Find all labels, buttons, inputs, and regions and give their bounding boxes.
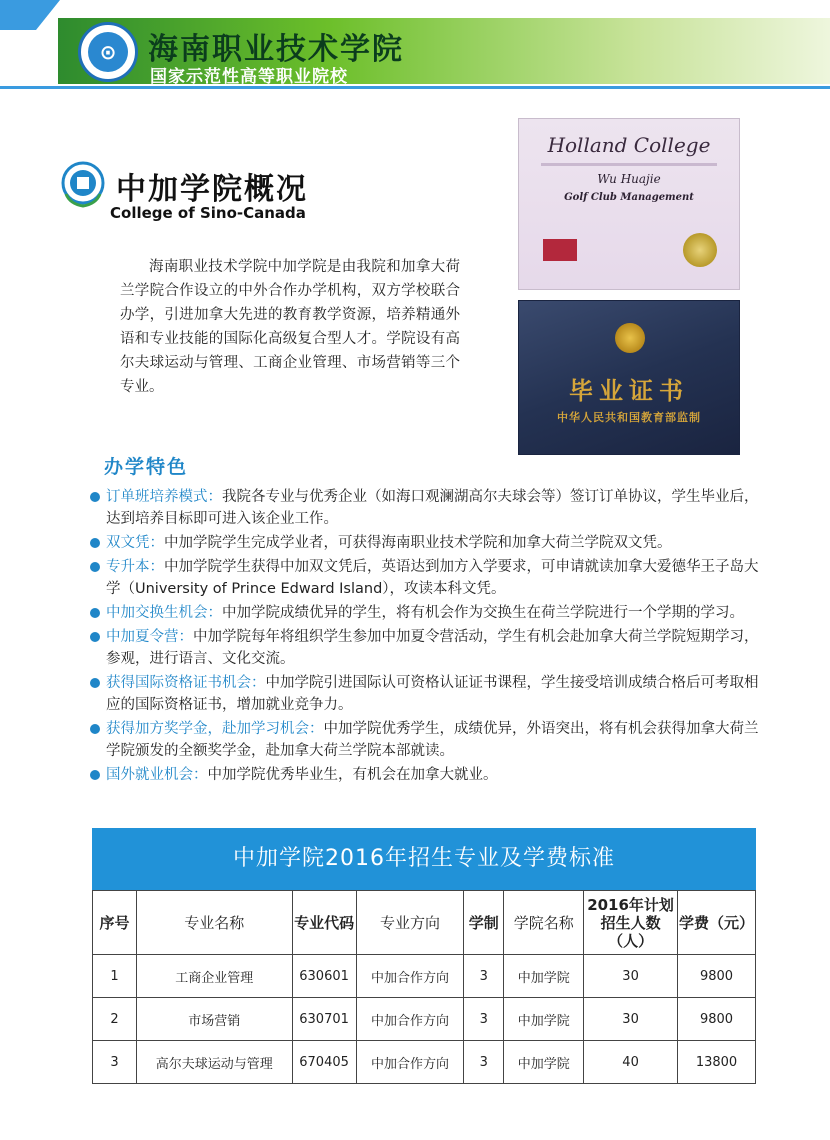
feature-label: 订单班培养模式：	[106, 489, 222, 505]
bullet-icon	[90, 632, 100, 642]
col-header: 学费（元）	[678, 891, 756, 955]
gold-seal-icon	[683, 233, 717, 267]
header-accent-stripe	[0, 0, 60, 30]
table-cell: 670405	[292, 1041, 356, 1084]
feature-text: 中加学院成绩优异的学生，将有机会作为交换生在荷兰学院进行一个学期的学习。	[222, 605, 744, 621]
feature-label: 双文凭：	[106, 535, 164, 551]
holland-logo-icon	[543, 239, 577, 261]
diploma-name: Wu Huajie	[597, 172, 661, 186]
feature-text: 中加学院每年将组织学生参加中加夏令营活动，学生有机会赴加拿大荷兰学院短期学习，参观，进行语言、文化交流。	[106, 629, 759, 667]
table-cell: 高尔夫球运动与管理	[136, 1041, 292, 1084]
col-header: 专业名称	[136, 891, 292, 955]
col-header: 专业方向	[356, 891, 464, 955]
page-title: 中加学院概况	[116, 172, 308, 207]
table-row	[93, 955, 756, 998]
feature-label: 获得加方奖学金，赴加学习机会：	[106, 721, 324, 737]
table-cell: 30	[584, 998, 678, 1041]
table-cell: 工商企业管理	[136, 955, 292, 998]
table-row	[93, 998, 756, 1041]
fee-table	[92, 890, 756, 1084]
diploma-photo	[518, 118, 740, 290]
page-title-english: College of Sino-Canada	[110, 204, 306, 222]
feature-text: 我院各专业与优秀企业（如海口观澜湖高尔夫球会等）签订订单协议，学生毕业后，达到培养目标即可进入该企业工作。	[106, 489, 759, 527]
table-cell: 1	[93, 955, 137, 998]
certificate-subtitle: 中华人民共和国教育部监制	[557, 411, 701, 424]
table-cell: 中加合作方向	[356, 998, 464, 1041]
table-cell: 9800	[678, 955, 756, 998]
bullet-icon	[90, 562, 100, 572]
diploma-divider	[541, 163, 717, 166]
diploma-title: Holland College	[547, 133, 711, 157]
school-name: 海南职业技术学院	[148, 32, 404, 67]
feature-text: 中加学院学生获得中加双文凭后，英语达到加方入学要求，可申请就读加拿大爱德华王子岛大学（University of Prince Edward Island），攻读本科文凭。	[106, 559, 759, 597]
bullet-icon	[90, 608, 100, 618]
feature-item	[88, 602, 768, 624]
feature-label: 中加交换生机会：	[106, 605, 222, 621]
intro-paragraph: 海南职业技术学院中加学院是由我院和加拿大荷兰学院合作设立的中外合作办学机构，双方学校联合办学，引进加拿大先进的教育教学资源，培养精通外语和专业技能的国际化高级复合型人才。学院设有高尔夫球运动与管理、工商企业管理、市场营销等三个专业。	[120, 259, 460, 395]
feature-text: 中加学院优秀毕业生，有机会在加拿大就业。	[207, 767, 498, 783]
diploma-course: Golf Club Management	[564, 192, 694, 203]
table-cell: 30	[584, 955, 678, 998]
table-cell: 中加学院	[504, 998, 584, 1041]
table-cell: 40	[584, 1041, 678, 1084]
bullet-icon	[90, 492, 100, 502]
feature-text: 中加学院优秀学生，成绩优异，外语突出，将有机会获得加拿大荷兰学院颁发的全额奖学金，赴加拿大荷兰学院本部就读。	[106, 721, 759, 759]
table-cell: 中加合作方向	[356, 1041, 464, 1084]
feature-item	[88, 718, 768, 762]
table-cell: 630701	[292, 998, 356, 1041]
school-subtitle: 国家示范性高等职业院校	[150, 67, 348, 87]
feature-label: 专升本：	[106, 559, 164, 575]
feature-item	[88, 672, 768, 716]
college-emblem-icon	[60, 160, 106, 210]
feature-text: 中加学院引进国际认可资格认证证书课程，学生接受培训成绩合格后可考取相应的国际资格证书，增加就业竞争力。	[106, 675, 759, 713]
table-cell: 中加合作方向	[356, 955, 464, 998]
certificate-photo	[518, 300, 740, 455]
table-header-row	[93, 891, 756, 955]
table-cell: 630601	[292, 955, 356, 998]
col-header: 序号	[93, 891, 137, 955]
table-cell: 3	[464, 955, 504, 998]
table-row	[93, 1041, 756, 1084]
features-list	[88, 486, 768, 788]
school-logo-icon: ⊙	[88, 32, 128, 72]
feature-item	[88, 764, 768, 786]
feature-item	[88, 556, 768, 600]
features-heading: 办学特色	[104, 456, 189, 478]
page-header	[0, 0, 830, 92]
col-header: 专业代码	[292, 891, 356, 955]
feature-item	[88, 532, 768, 554]
table-cell: 3	[464, 998, 504, 1041]
feature-item	[88, 486, 768, 530]
feature-text: 中加学院学生完成学业者，可获得海南职业技术学院和加拿大荷兰学院双文凭。	[164, 535, 672, 551]
table-cell: 2	[93, 998, 137, 1041]
feature-label: 中加夏令营：	[106, 629, 193, 645]
feature-item	[88, 626, 768, 670]
table-cell: 市场营销	[136, 998, 292, 1041]
col-header: 2016年计划招生人数（人）	[584, 891, 678, 955]
col-header: 学制	[464, 891, 504, 955]
bullet-icon	[90, 538, 100, 548]
col-header: 学院名称	[504, 891, 584, 955]
certificate-title: 毕业证书	[569, 377, 689, 405]
table-cell: 9800	[678, 998, 756, 1041]
national-emblem-icon	[615, 323, 645, 353]
enrollment-table	[92, 828, 756, 1084]
school-logo	[78, 22, 138, 82]
table-cell: 3	[464, 1041, 504, 1084]
bullet-icon	[90, 678, 100, 688]
bullet-icon	[90, 724, 100, 734]
table-caption: 中加学院2016年招生专业及学费标准	[92, 828, 756, 890]
table-cell: 3	[93, 1041, 137, 1084]
table-cell: 中加学院	[504, 1041, 584, 1084]
table-cell: 13800	[678, 1041, 756, 1084]
table-cell: 中加学院	[504, 955, 584, 998]
bullet-icon	[90, 770, 100, 780]
feature-label: 国外就业机会：	[106, 767, 208, 783]
header-divider	[0, 86, 830, 89]
feature-label: 获得国际资格证书机会：	[106, 675, 266, 691]
